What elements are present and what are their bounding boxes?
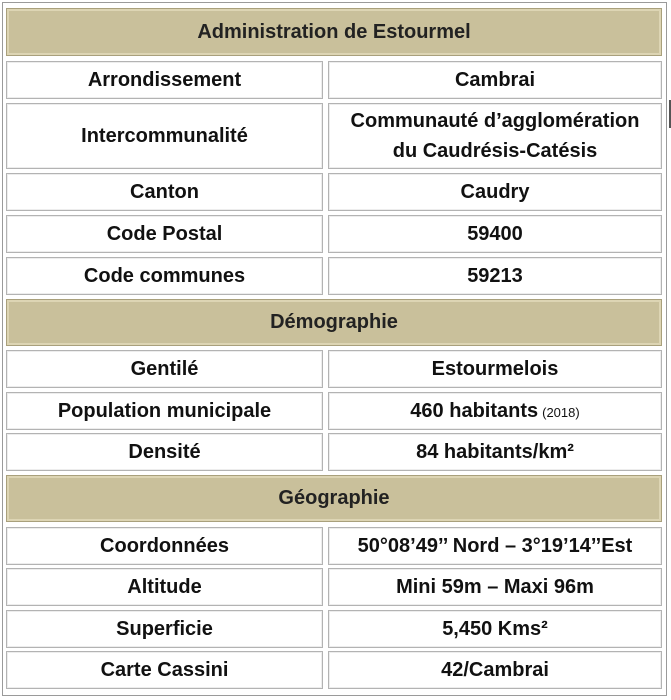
label-intercommunalite: Intercommunalité (6, 103, 323, 169)
table-row-arrondissement (6, 61, 662, 99)
value-arrondissement: Cambrai (328, 61, 662, 99)
section-title-geographie: Géographie (278, 487, 390, 509)
value-population-year: (2018) (542, 405, 580, 420)
label-code-communes: Code communes (6, 257, 323, 295)
value-intercommunalite-line1: Communauté d’agglomération (350, 110, 640, 132)
label-canton: Canton (6, 173, 323, 211)
value-population-count: 460 habitants (410, 400, 539, 422)
value-superficie: 5,450 Kms² (328, 610, 662, 648)
table-row-code-postal (6, 215, 662, 253)
table-row-densite (6, 433, 662, 471)
value-canton: Caudry (328, 173, 662, 211)
value-carte-cassini: 42/Cambrai (328, 651, 662, 689)
value-gentile: Estourmelois (328, 350, 662, 388)
label-population: Population municipale (6, 392, 323, 430)
value-intercommunalite (328, 103, 662, 169)
section-header-geographie (6, 475, 662, 522)
value-coordonnees: 50°08’49’’ Nord – 3°19’14’’Est (328, 527, 662, 565)
value-intercommunalite-line2: du Caudrésis-Catésis (392, 140, 598, 162)
label-code-postal: Code Postal (6, 215, 323, 253)
table-row-intercommunalite (6, 103, 662, 169)
value-code-postal: 59400 (328, 215, 662, 253)
label-densite: Densité (6, 433, 323, 471)
value-population (328, 392, 662, 430)
table-row-population (6, 392, 662, 430)
label-altitude: Altitude (6, 568, 323, 606)
table-row-canton (6, 173, 662, 211)
label-arrondissement: Arrondissement (6, 61, 323, 99)
table-row-carte-cassini (6, 651, 662, 689)
table-row-code-communes (6, 257, 662, 295)
section-title-demographie: Démographie (270, 311, 398, 333)
section-header-demographie (6, 299, 662, 346)
section-header-administration (6, 8, 662, 56)
table-row-coordonnees (6, 527, 662, 565)
table-row-superficie (6, 610, 662, 648)
table-row-altitude (6, 568, 662, 606)
value-altitude: Mini 59m – Maxi 96m (328, 568, 662, 606)
table-row-gentile (6, 350, 662, 388)
value-code-communes: 59213 (328, 257, 662, 295)
label-superficie: Superficie (6, 610, 323, 648)
value-densite: 84 habitants/km² (328, 433, 662, 471)
section-title-administration: Administration de Estourmel (197, 20, 471, 43)
label-coordonnees: Coordonnées (6, 527, 323, 565)
label-carte-cassini: Carte Cassini (6, 651, 323, 689)
label-gentile: Gentilé (6, 350, 323, 388)
